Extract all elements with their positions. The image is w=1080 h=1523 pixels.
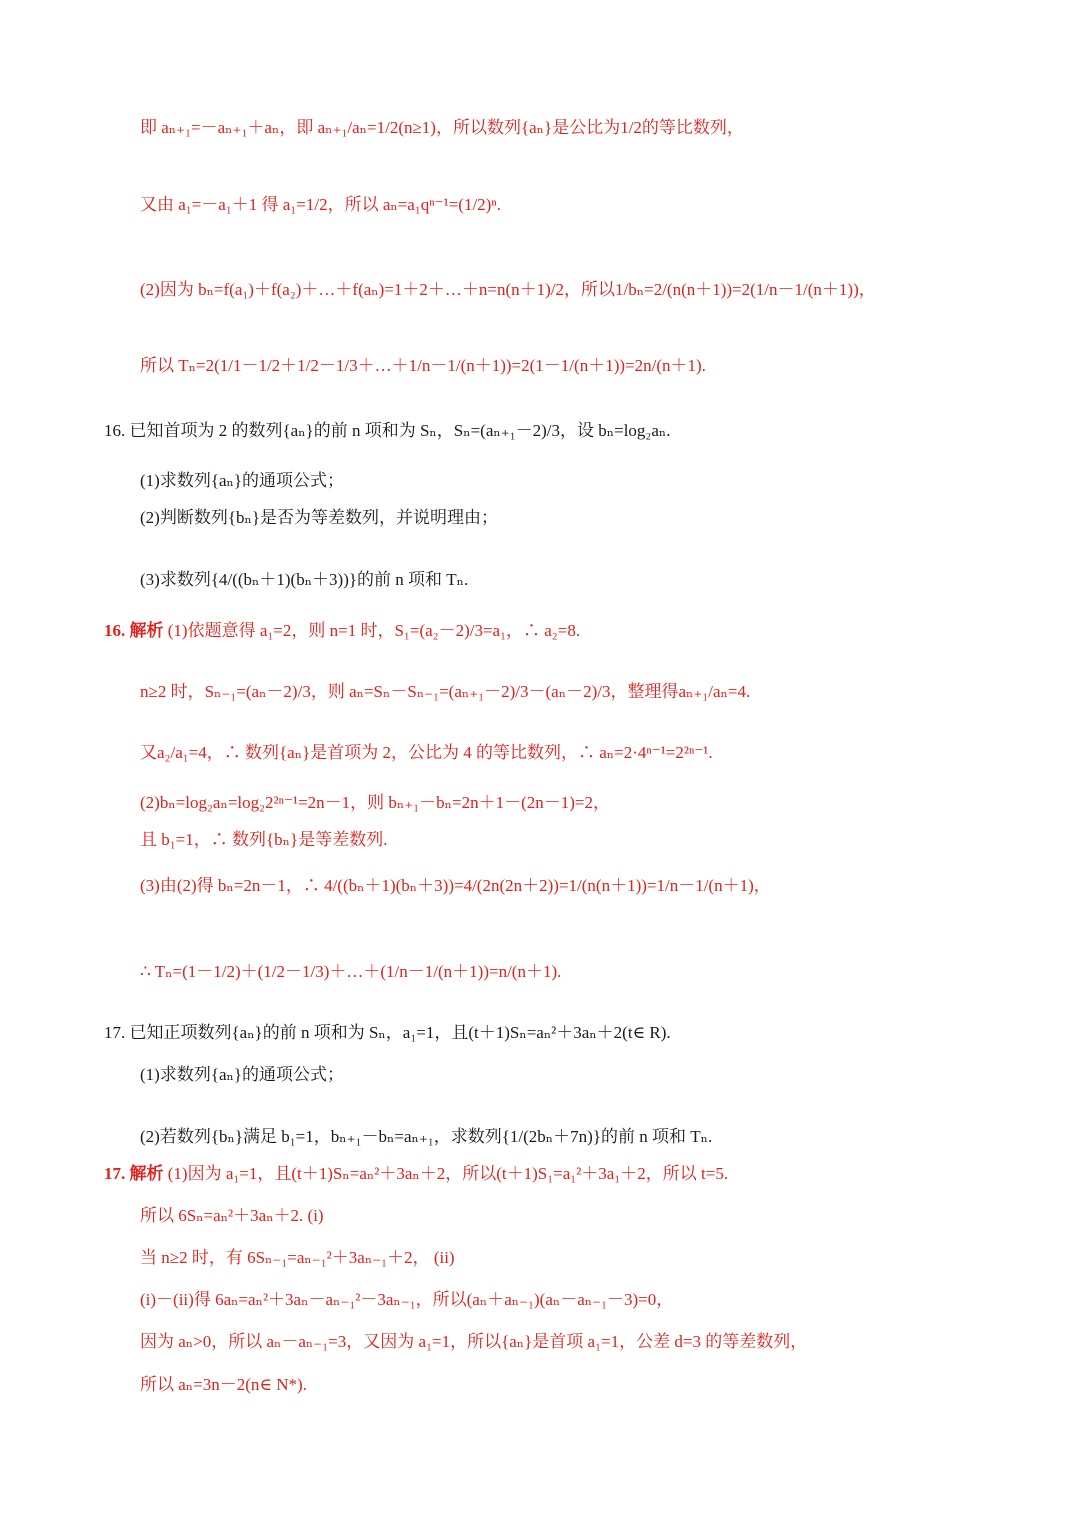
line-text: 又由 a₁=－a₁＋1 得 a₁=1/2，所以 aₙ=a₁qⁿ⁻¹=(1/2)ⁿ.	[140, 195, 501, 214]
text-line-l11	[140, 744, 713, 761]
line-text: 且 b₁=1，∴ 数列{bₙ}是等差数列.	[140, 830, 388, 849]
line-text: 即 aₙ₊₁=－aₙ₊₁＋aₙ，即 aₙ₊₁/aₙ=1/2(n≥1)，所以数列{aₙ}是公比为1/2的等比数列，	[140, 118, 744, 137]
line-text: (3)求数列{4/((bₙ＋1)(bₙ＋3))}的前 n 项和 Tₙ.	[140, 570, 469, 589]
line-text: 17. 已知正项数列{aₙ}的前 n 项和为 Sₙ，a₁=1，且(t＋1)Sₙ=aₙ²＋3aₙ＋2(t∈ R).	[104, 1023, 671, 1042]
line-text: 所以 Tₙ=2(1/1－1/2＋1/2－1/3＋…＋1/n－1/(n＋1))=2(1－1/(n＋1))=2n/(n＋1).	[140, 356, 706, 375]
text-line-l05	[104, 422, 671, 439]
line-text: (1)求数列{aₙ}的通项公式；	[140, 471, 345, 490]
text-line-l12	[140, 794, 610, 811]
text-line-l14	[140, 877, 771, 894]
text-line-l10	[140, 683, 750, 700]
text-line-l22	[140, 1291, 673, 1308]
text-line-l01	[140, 119, 744, 136]
text-line-l19	[104, 1165, 728, 1182]
text-line-l06	[140, 472, 344, 489]
text-line-l23	[140, 1333, 807, 1350]
text-line-l03	[140, 281, 876, 298]
solution-label: 17. 解析	[104, 1164, 164, 1183]
text-line-l07	[140, 509, 498, 526]
line-text: 所以 aₙ=3n－2(n∈ N*).	[140, 1375, 307, 1394]
text-line-l13	[140, 831, 387, 848]
line-text: 当 n≥2 时，有 6Sₙ₋₁=aₙ₋₁²＋3aₙ₋₁＋2， (ii)	[140, 1248, 455, 1267]
line-text: 所以 6Sₙ=aₙ²＋3aₙ＋2. (i)	[140, 1206, 324, 1225]
line-text: n≥2 时，Sₙ₋₁=(aₙ－2)/3，则 aₙ=Sₙ－Sₙ₋₁=(aₙ₊₁－2)/3－(aₙ－2)/3，整理得aₙ₊₁/aₙ=4.	[140, 682, 751, 701]
line-text: 因为 aₙ>0，所以 aₙ－aₙ₋₁=3，又因为 a₁=1，所以{aₙ}是首项 a₁=1，公差 d=3 的等差数列，	[140, 1332, 808, 1351]
text-line-l20	[140, 1207, 324, 1224]
text-line-l17	[140, 1066, 344, 1083]
line-text: (2)若数列{bₙ}满足 b₁=1，bₙ₊₁－bₙ=aₙ₊₁，求数列{1/(2bₙ＋7n)}的前 n 项和 Tₙ.	[140, 1127, 713, 1146]
solution-label: 16. 解析	[104, 621, 164, 640]
line-text: (1)依题意得 a₁=2，则 n=1 时，S₁=(a₂－2)/3=a₁，∴ a₂=8.	[163, 621, 581, 640]
text-line-l04	[140, 357, 706, 374]
line-text: (2)因为 bₙ=f(a₁)＋f(a₂)＋…＋f(aₙ)=1＋2＋…＋n=n(n＋1)/2，所以1/bₙ=2/(n(n＋1))=2(1/n－1/(n＋1))，	[140, 280, 876, 299]
line-text: 又a₂/a₁=4，∴ 数列{aₙ}是首项为 2，公比为 4 的等比数列，∴ aₙ=2·4ⁿ⁻¹=2²ⁿ⁻¹.	[140, 743, 713, 762]
line-text: (3)由(2)得 bₙ=2n－1，∴ 4/((bₙ＋1)(bₙ＋3))=4/(2n(2n＋2))=1/(n(n＋1))=1/n－1/(n＋1)，	[140, 876, 771, 895]
line-text: (2)bₙ=log₂aₙ=log₂2²ⁿ⁻¹=2n－1，则 bₙ₊₁－bₙ=2n＋1－(2n－1)=2，	[140, 793, 611, 812]
text-line-l21	[140, 1249, 455, 1266]
line-text: (1)因为 a₁=1，且(t＋1)Sₙ=aₙ²＋3aₙ＋2，所以(t＋1)S₁=a₁²＋3a₁＋2，所以 t=5.	[163, 1164, 729, 1183]
text-line-l18	[140, 1128, 712, 1145]
line-text: (i)－(ii)得 6aₙ=aₙ²＋3aₙ－aₙ₋₁²－3aₙ₋₁，所以(aₙ＋aₙ₋₁)(aₙ－aₙ₋₁－3)=0，	[140, 1290, 674, 1309]
text-line-l09	[104, 622, 580, 639]
line-text: 16. 已知首项为 2 的数列{aₙ}的前 n 项和为 Sₙ，Sₙ=(aₙ₊₁－2)/3，设 bₙ=log₂aₙ.	[104, 421, 671, 440]
text-line-l24	[140, 1376, 307, 1393]
text-line-l08	[140, 571, 468, 588]
text-line-l15	[140, 963, 561, 980]
text-line-l16	[104, 1024, 671, 1041]
line-text: (2)判断数列{bₙ}是否为等差数列，并说明理由；	[140, 508, 498, 527]
text-line-l02	[140, 196, 501, 213]
line-text: (1)求数列{aₙ}的通项公式；	[140, 1065, 345, 1084]
line-text: ∴ Tₙ=(1－1/2)＋(1/2－1/3)＋…＋(1/n－1/(n＋1))=n/(n＋1).	[140, 962, 562, 981]
